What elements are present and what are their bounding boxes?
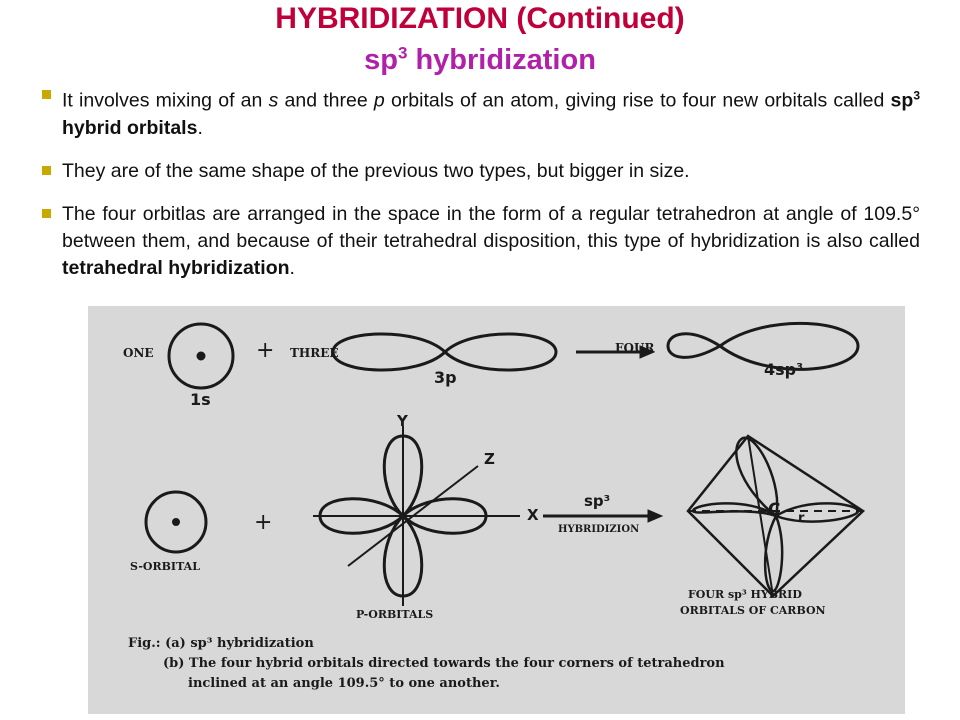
bullet-1-bold-sup: 3 [913, 88, 920, 102]
bullet-item-2: They are of the same shape of the previous two types, but bigger in size. [40, 158, 920, 185]
label-hybridizion: HYBRIDIZION [558, 524, 640, 535]
label-4sp3: 4sp³ [764, 360, 804, 379]
caption-right-line2: ORBITALS OF CARBON [680, 604, 826, 617]
label-axis-y: Y [397, 412, 408, 430]
bullet-1-bold-hybrid: hybrid orbitals [62, 116, 198, 139]
label-axis-z: Z [484, 450, 495, 468]
figure-caption-line1: Fig.: (a) sp³ hybridization [128, 636, 314, 651]
bullet-1-italic-s: s [268, 89, 279, 112]
label-four: FOUR [615, 341, 655, 355]
bullet-3-text: The four orbitlas are arranged in the space in the form of a regular tetrahedron at angle of 109.5° between them, and because of their tetrahedral disposition, this type of hybridization is also called [62, 202, 920, 252]
page-subtitle [0, 44, 960, 77]
label-3p: 3p [434, 368, 457, 387]
plus-sign-2: + [254, 510, 273, 535]
hybridization-figure [88, 306, 905, 714]
bullet-3-bold: tetrahedral hybridization [62, 256, 290, 279]
orbital-4sp3-hybrid [668, 323, 858, 369]
subtitle-superscript: 3 [397, 43, 408, 63]
label-three: THREE [290, 346, 339, 360]
orbital-3p-dumbbell [333, 334, 556, 370]
page-title: HYBRIDIZATION (Continued) [275, 2, 685, 35]
label-s-orbital: S-ORBITAL [130, 560, 200, 573]
label-one: ONE [123, 346, 154, 360]
label-r: r [798, 511, 805, 526]
figure-caption-line2: (b) The four hybrid orbitals directed towards the four corners of tetrahedron [163, 656, 725, 671]
subtitle-rest: hybridization [407, 44, 596, 76]
figure-caption-line3: inclined at an angle 109.5° to one another. [188, 676, 500, 691]
label-carbon: C [768, 500, 781, 520]
bullet-item-1 [40, 82, 920, 142]
bullet-list [40, 82, 920, 298]
label-p-orbitals: P-ORBITALS [356, 608, 434, 621]
label-1s: 1s [190, 390, 211, 409]
bullet-item-3 [40, 201, 920, 282]
bullet-1-text-b: and three [278, 89, 374, 112]
bullet-1-italic-p: p [373, 89, 385, 112]
bullet-3-end: . [289, 256, 295, 279]
subtitle-sp: sp [364, 44, 398, 76]
bullet-1-text-c: orbitals of an atom, giving rise to four new orbitals called [384, 89, 891, 112]
plus-sign-1: + [256, 338, 275, 363]
bullet-1-text-a: It involves mixing of an [62, 89, 269, 112]
caption-right-line1: FOUR sp³ HYBRID [688, 588, 802, 601]
bullet-1-end: . [197, 116, 203, 139]
label-axis-x: X [527, 506, 539, 524]
bullet-1-bold-sp: sp [890, 89, 914, 112]
label-sp3-arrow: sp³ [584, 492, 611, 510]
